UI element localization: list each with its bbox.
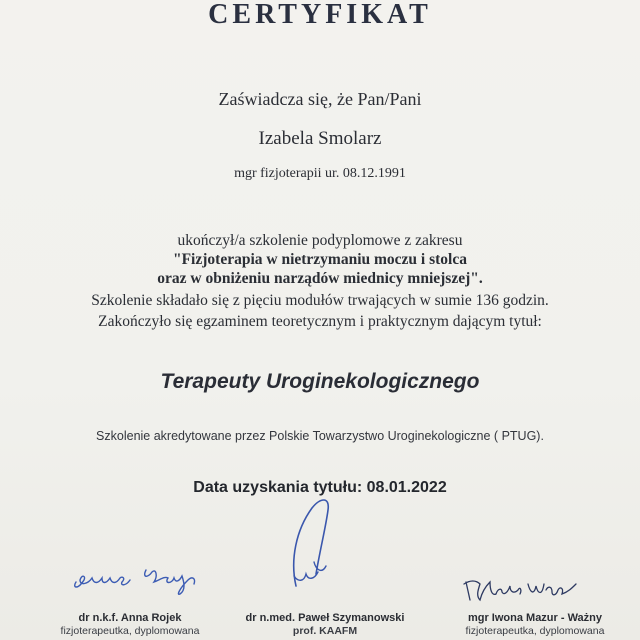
signature-anna-rojek [68, 560, 208, 600]
signature-iwona-mazur-wazny [460, 570, 580, 610]
body-line-1: ukończył/a szkolenie podyplomowe z zakresu [177, 232, 463, 249]
body-line-5: Zakończyło się egzaminem teoretycznym i praktycznym dającym tytuł: [98, 313, 542, 330]
certificate-heading: CERTYFIKAT [208, 0, 432, 30]
course-title-line-2: oraz w obniżeniu narządów miednicy mniejszej". [157, 270, 483, 287]
signatory-role: fizjoterapeutka, dyplomowana [60, 625, 200, 637]
date-line: Data uzyskania tytułu: 08.01.2022 [193, 479, 447, 496]
recipient-degree: mgr fizjoterapii ur. 08.12.1991 [234, 166, 406, 181]
recipient-name: Izabela Smolarz [258, 128, 382, 149]
intro-text: Zaświadcza się, że Pan/Pani [218, 89, 422, 109]
signature-pawel-szymanowski [280, 490, 350, 600]
signatory-name: dr n.med. Paweł Szymanowski [245, 612, 405, 624]
signatory-name: dr n.k.f. Anna Rojek [78, 612, 182, 624]
signatory-name: mgr Iwona Mazur - Ważny [467, 612, 603, 624]
signature-block-mazur-wazny [430, 611, 640, 638]
signatory-role: prof. KAAFM [292, 625, 358, 637]
title-obtained: Terapeuty Uroginekologicznego [160, 370, 480, 393]
accreditation-text: Szkolenie akredytowane przez Polskie Towarzystwo Uroginekologiczne ( PTUG). [96, 429, 544, 443]
signature-block-szymanowski [210, 611, 440, 638]
signature-block-rojek [30, 611, 230, 638]
course-title-line-1: "Fizjoterapia w nietrzymaniu moczu i stolca [172, 251, 467, 268]
signatory-role: fizjoterapeutka, dyplomowana [465, 625, 605, 637]
body-line-4: Szkolenie składało się z pięciu modułów trwających w sumie 136 godzin. [91, 292, 549, 309]
